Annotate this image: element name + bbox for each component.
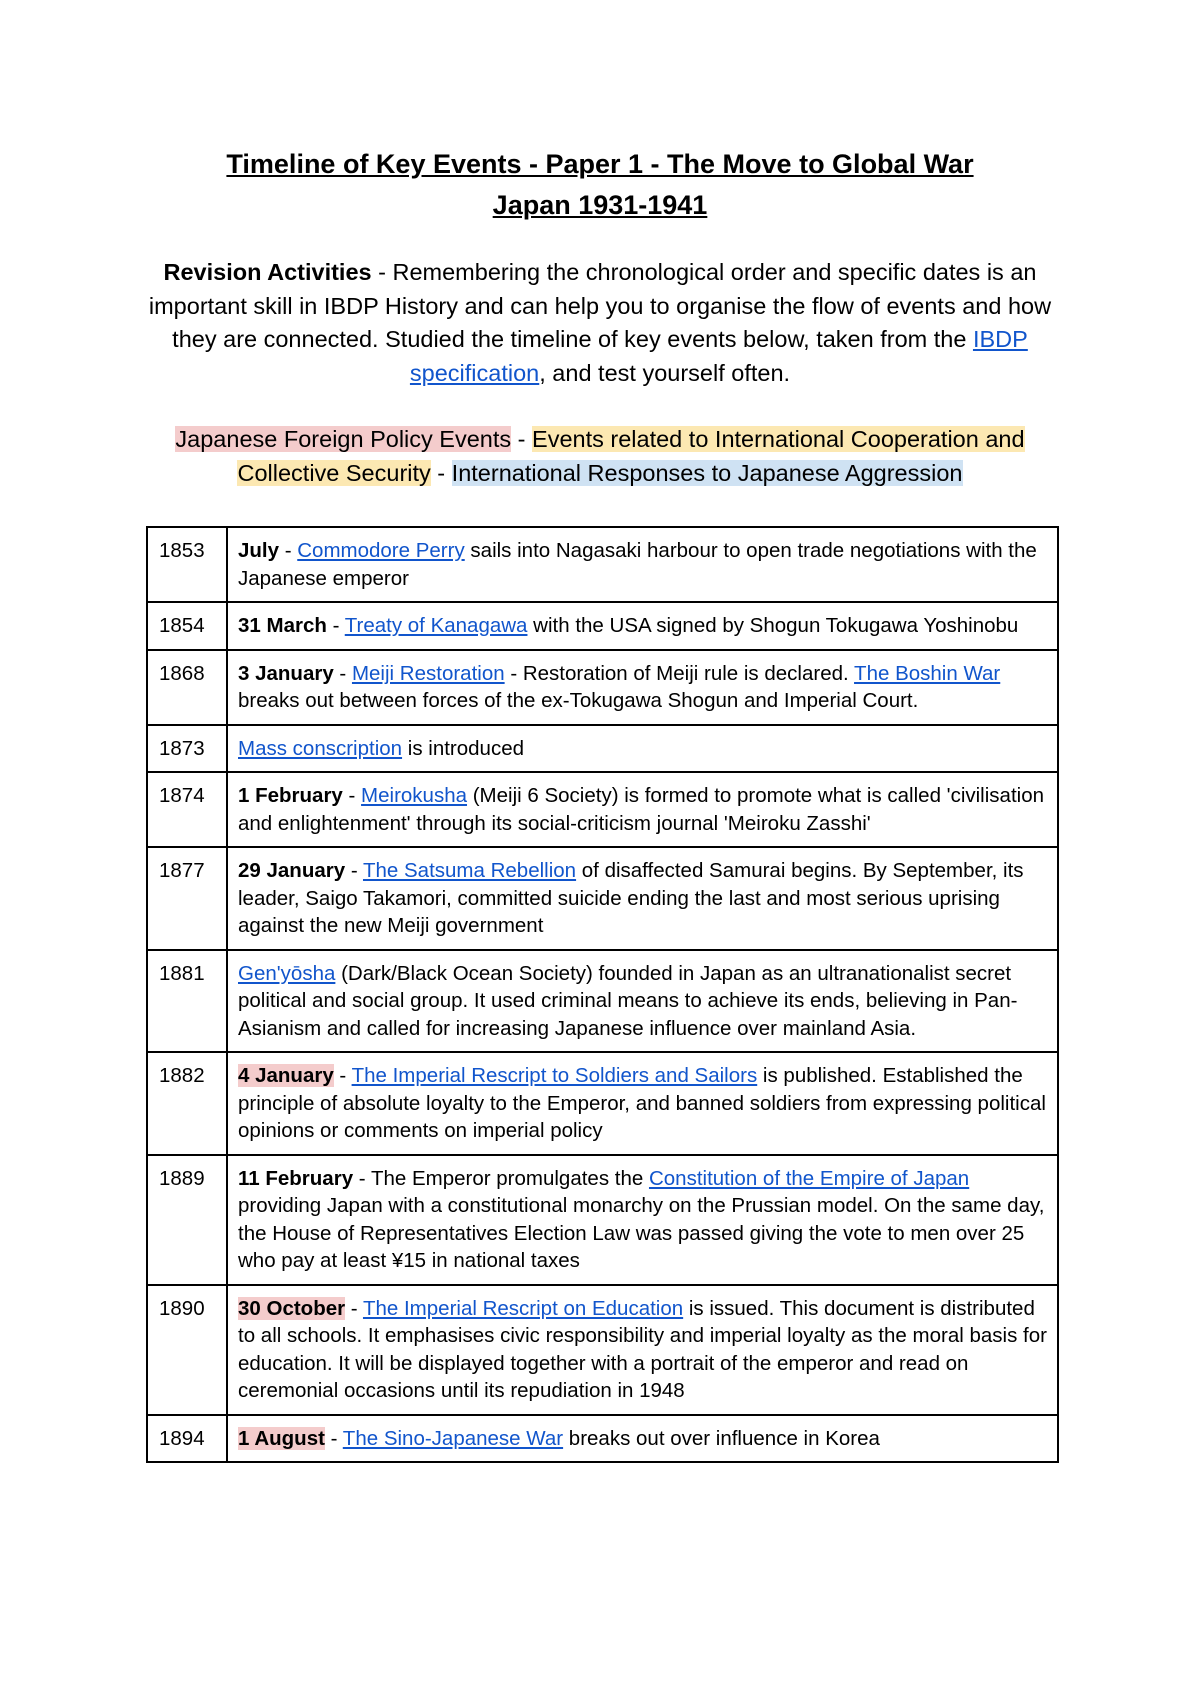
event-date: 1 February [238, 784, 343, 807]
event-cell [227, 950, 1058, 1053]
event-text: (Dark/Black Ocean Society) founded in Japan as an ultranationalist secret political and social group. It used criminal means to achieve its ends, believing in Pan-Asianism and called for increasing Japanese influence over mainland Asia. [238, 961, 1018, 1040]
year-cell: 1854 [147, 602, 227, 650]
event-separator: - [333, 661, 352, 685]
event-date: 11 February [238, 1166, 354, 1190]
event-text: with the USA signed by Shogun Tokugawa Yoshinobu [527, 614, 1019, 637]
year-cell: 1853 [147, 527, 227, 602]
year-cell: 1881 [147, 950, 227, 1053]
event-text: breaks out over influence in Korea [563, 1426, 880, 1450]
revision-activities-label: Revision Activities [163, 259, 372, 285]
event-date: 31 March [238, 614, 327, 637]
rescript-soldiers-sailors-link[interactable]: The Imperial Rescript to Soldiers and Sailors [351, 1064, 758, 1087]
ibdp-specification-link[interactable]: IBDP specification [409, 326, 1028, 386]
mass-conscription-link[interactable]: Mass conscription [238, 736, 403, 760]
event-cell [227, 725, 1058, 773]
meiji-restoration-link[interactable]: Meiji Restoration [351, 661, 505, 685]
constitution-link[interactable]: Constitution of the Empire of Japan [648, 1166, 970, 1190]
legend-collective-security: Events related to International Cooperation and Collective Security [237, 426, 1025, 486]
event-date: 3 January [238, 661, 334, 685]
table-row [147, 527, 1058, 602]
sino-japanese-war-link[interactable]: The Sino-Japanese War [342, 1426, 564, 1450]
event-date: 4 January [238, 1064, 334, 1087]
legend-separator-2: - [430, 459, 452, 486]
legend-foreign-policy: Japanese Foreign Policy Events [175, 426, 512, 452]
table-row [147, 725, 1058, 773]
timeline-table [146, 526, 1059, 1463]
event-separator: - [342, 784, 362, 807]
table-row [147, 1415, 1058, 1463]
year-cell: 1882 [147, 1052, 227, 1155]
year-cell: 1868 [147, 650, 227, 725]
table-row [147, 1285, 1058, 1415]
event-cell [227, 602, 1058, 650]
treaty-of-kanagawa-link[interactable]: Treaty of Kanagawa [344, 614, 528, 637]
event-cell [227, 772, 1058, 847]
intro-tail: , and test yourself often. [539, 359, 791, 386]
table-row [147, 602, 1058, 650]
event-date: 1 August [238, 1426, 325, 1450]
satsuma-rebellion-link[interactable]: The Satsuma Rebellion [362, 859, 577, 882]
legend-international-responses: International Responses to Japanese Aggression [451, 459, 963, 486]
page-title [0, 144, 1200, 226]
event-separator: - [326, 614, 345, 637]
table-row [147, 1052, 1058, 1155]
event-separator: - [345, 859, 363, 882]
year-cell: 1874 [147, 772, 227, 847]
event-text: is published. Established the principle of absolute loyalty to the Emperor, and banned soldiers from expressing political opinions or comments on imperial policy [238, 1064, 1046, 1142]
legend-separator-1: - [511, 426, 533, 452]
table-row [147, 772, 1058, 847]
year-cell: 1873 [147, 725, 227, 773]
genyosha-link[interactable]: Gen'yōsha [238, 961, 336, 985]
event-text: sails into Nagasaki harbour to open trade negotiations with the Japanese emperor [238, 539, 1037, 590]
table-row [147, 950, 1058, 1053]
commodore-perry-link[interactable]: Commodore Perry [297, 539, 465, 562]
event-cell [227, 1415, 1058, 1463]
event-text: is introduced [402, 736, 524, 760]
event-text: (Meiji 6 Society) is formed to promote what is called 'civilisation and enlightenment' through its social-criticism journal 'Meiroku Zasshi' [238, 784, 1044, 835]
event-separator: - [324, 1426, 343, 1450]
table-row [147, 847, 1058, 950]
table-row [147, 650, 1058, 725]
event-separator: - [333, 1064, 352, 1087]
year-cell: 1894 [147, 1415, 227, 1463]
event-separator: - The Emperor promulgates the [353, 1166, 649, 1190]
table-row [147, 1155, 1058, 1285]
event-cell [227, 1285, 1058, 1415]
event-text-2: breaks out between forces of the ex-Tokugawa Shogun and Imperial Court. [238, 689, 919, 712]
rescript-education-link[interactable]: The Imperial Rescript on Education [362, 1296, 684, 1320]
event-text: is issued. This document is distributed to all schools. It emphasises civic responsibility and imperial loyalty as the moral basis for education. It will be displayed together with a portrait of the emperor and read on ceremonial occasions until its repudiation in 1948 [238, 1296, 1047, 1402]
event-cell [227, 1052, 1058, 1155]
intro-separator: - [371, 259, 393, 285]
event-date: 30 October [238, 1296, 346, 1320]
event-separator: - [345, 1296, 363, 1320]
event-cell [227, 650, 1058, 725]
event-date: July [238, 539, 280, 562]
event-text: of disaffected Samurai begins. By September, its leader, Saigo Takamori, committed suicide ending the last and most serious uprising against the new Meiji government [238, 859, 1024, 937]
revision-activities-paragraph [145, 256, 1055, 390]
page-title-line-2: Japan 1931-1941 [492, 190, 708, 220]
colour-legend [145, 423, 1055, 490]
year-cell: 1877 [147, 847, 227, 950]
event-cell [227, 847, 1058, 950]
meirokusha-link[interactable]: Meirokusha [361, 784, 468, 807]
event-cell [227, 527, 1058, 602]
event-date: 29 January [238, 859, 346, 882]
event-cell [227, 1155, 1058, 1285]
event-text: providing Japan with a constitutional monarchy on the Prussian model. On the same day, the House of Representatives Election Law was passed giving the vote to men over 25 who pay at least ¥15 in national taxes [238, 1194, 1045, 1272]
boshin-war-link[interactable]: The Boshin War [854, 661, 1001, 685]
page-title-line-1: Timeline of Key Events - Paper 1 - The Move to Global War [226, 149, 974, 179]
event-separator: - [279, 539, 298, 562]
intro-text: Remembering the chronological order and specific dates is an important skill in IBDP History and can help you to organise the flow of events and how they are connected. Studied the timeline of key events below, taken from the [148, 259, 1052, 352]
year-cell: 1890 [147, 1285, 227, 1415]
event-text: - Restoration of Meiji rule is declared. [504, 661, 855, 685]
year-cell: 1889 [147, 1155, 227, 1285]
